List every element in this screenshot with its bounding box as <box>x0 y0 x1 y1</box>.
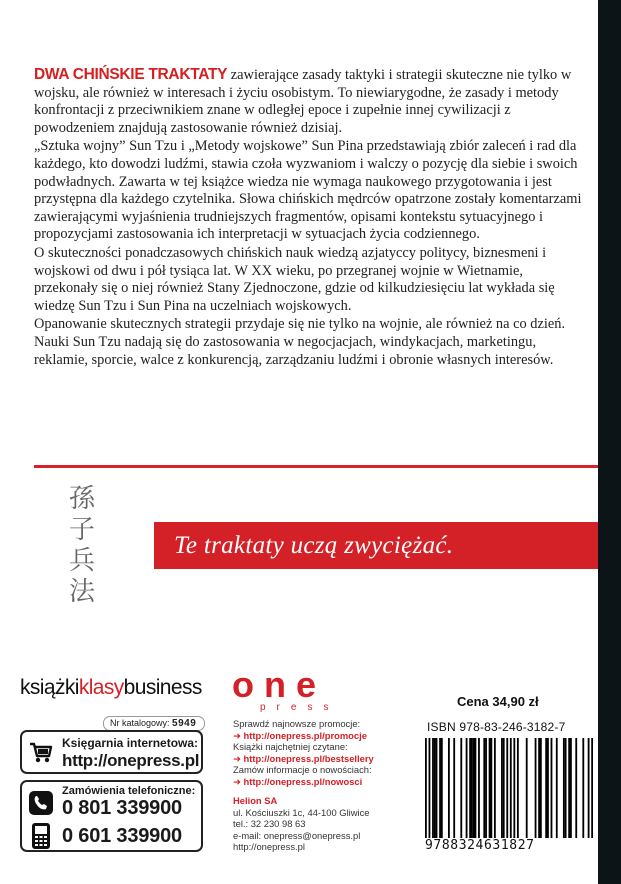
barcode-bar <box>429 738 431 838</box>
news-link[interactable]: http://onepress.pl/nowosci <box>243 775 363 787</box>
barcode-bar <box>513 738 515 838</box>
bookstore-url[interactable]: http://onepress.pl <box>62 751 200 770</box>
barcode-bar <box>501 738 503 838</box>
book-spine-edge <box>598 0 621 884</box>
onepress-logo <box>232 664 372 714</box>
brand-part-3: business <box>123 676 202 699</box>
barcode-bar <box>526 738 528 838</box>
publisher-email[interactable]: e-mail: onepress@onepress.pl <box>233 829 361 841</box>
blurb-paragraph-3: O skuteczności ponadczasowych chińskich nauk wiedzą azjatyccy politycy, biznesmeni i wojskowi od dwu i pół tysiąca lat. W XX wieku, po przegranej wojnie w Wietnamie, przekonały się o niej również Stany Zjednoczone, gdzie od kilkudziesięciu lat wykłada się wiedzę Sun Tzu i Sun Pina na uczelniach wojskowych. <box>34 244 555 314</box>
isbn-label: ISBN 978-83-246-3182-7 <box>427 720 566 734</box>
publisher-street: ul. Kościuszki 1c, 44-100 Gliwice <box>233 806 370 818</box>
blurb-lead-heading: DWA CHIŃSKIE TRAKTATY <box>34 66 228 83</box>
mobile-phone-icon <box>31 822 51 850</box>
barcode-bar <box>510 738 512 838</box>
barcode-bar <box>436 738 438 838</box>
barcode-bar <box>434 738 436 838</box>
barcode-bar <box>483 738 485 838</box>
barcode-bar <box>551 738 553 838</box>
barcode-bar <box>588 738 590 838</box>
barcode-bar <box>506 738 508 838</box>
barcode-bar <box>538 738 540 838</box>
brand-part-2: klasy <box>78 676 124 699</box>
chinese-character: 兵 <box>68 546 95 576</box>
chinese-characters-column <box>62 484 102 608</box>
barcode-bar <box>591 738 593 838</box>
online-bookstore-box <box>20 730 203 774</box>
barcode-bar <box>432 738 434 838</box>
barcode-bar <box>471 738 473 838</box>
barcode-bar <box>441 738 443 838</box>
barcode-bar <box>547 738 549 838</box>
phone-orders-label: Zamówienia telefoniczne: <box>62 785 196 797</box>
phone-icon <box>28 790 54 816</box>
blurb-paragraph-4: Opanowanie skutecznych strategii przydaje się nie tylko na wojnie, ale również na co dzień. Nauki Sun Tzu nadają się do zastosowania w negocjacjach, windykacjach, marketingu, reklamie, sporcie, walce z konkurencją, zarządzaniu ludźmi i obronie własnych interesów. <box>34 316 566 368</box>
landline-number[interactable]: 0 801 339900 <box>62 797 182 819</box>
promo-line-text: Sprawdź najnowsze promocje: <box>233 718 361 729</box>
chinese-character: 孫 <box>68 484 95 514</box>
back-cover-blurb <box>34 66 582 370</box>
barcode-bar <box>448 738 450 838</box>
barcode-bar <box>439 738 441 838</box>
barcode-bar <box>485 738 487 838</box>
barcode-bar <box>475 738 477 838</box>
barcode-bar <box>503 738 505 838</box>
promo-link-row <box>233 776 408 788</box>
barcode-bar <box>545 738 547 838</box>
barcode-digits: 9788324631827 <box>425 838 535 853</box>
barcode-bar <box>460 738 462 838</box>
promo-link[interactable]: http://onepress.pl/promocje <box>243 729 367 741</box>
blurb-paragraph-1 <box>34 66 582 137</box>
publisher-tel: tel.: 32 230 98 63 <box>233 818 306 830</box>
barcode-bar <box>517 738 519 838</box>
catalog-number-badge <box>103 716 205 731</box>
barcode-bar <box>575 738 577 838</box>
barcode-bar <box>556 738 558 838</box>
promo-link-row <box>233 753 408 765</box>
barcode-bar <box>466 738 468 838</box>
barcode-bar <box>563 738 565 838</box>
onepress-logo-word: one <box>232 664 327 705</box>
publisher-company: Helion SA <box>233 795 278 806</box>
barcode-bar <box>582 738 584 838</box>
promo-link-row <box>233 730 408 742</box>
bookstore-label: Księgarnia internetowa: <box>62 736 199 750</box>
promo-links <box>233 718 408 788</box>
chinese-character: 子 <box>68 515 95 545</box>
price-label: Cena 34,90 zł <box>457 694 539 709</box>
barcode-bar <box>540 738 542 838</box>
catalog-label: Nr katalogowy: <box>110 718 170 728</box>
phone-orders-box <box>20 780 203 852</box>
arrow-icon: ➜ <box>233 752 244 764</box>
onepress-logo-sub: press <box>260 702 340 713</box>
publisher-web[interactable]: http://onepress.pl <box>233 841 305 853</box>
blurb-paragraph-1-text: zawierające zasady taktyki i strategii skuteczne nie tylko w wojsku, ale również w interesach i życiu osobistym. To niewiarygodne, że zasady i metody konfrontacji z przeciwnikiem znane w odległej epoce i zupełnie innej cywilizacji z powodzeniem znajdują zastosowanie również dzisiaj. <box>34 67 572 136</box>
arrow-icon: ➜ <box>233 775 244 787</box>
barcode-bar <box>425 738 427 838</box>
chinese-character: 法 <box>68 577 95 607</box>
arrow-icon: ➜ <box>233 729 244 741</box>
blurb-paragraph-2: „Sztuka wojny” Sun Tzu i „Metody wojskowe” Sun Pina przedstawiają zbiór zaleceń i rad dla każdego, kto dowodzi ludźmi, stawia czoła wyzwaniom i walczy o pozycję dla siebie i swoich podwładnych. Zawarta w tej książce wiedza nie wymaga naukowego przygotowania i jest przystępna dla każdego czytelnika. Słowa chińskich mędrców opatrzone zostały komentarzami zawierającymi wyjaśnienia trudniejszych fragmentów, opisami kontekstu sytuacyjnego i propozycjami zastosowania ich interpretacji w sytuacjach życia codziennego. <box>34 138 582 243</box>
series-brand-logo <box>20 676 202 700</box>
barcode-bar <box>535 738 537 838</box>
barcode-bar <box>494 738 496 838</box>
barcode-bar <box>473 738 475 838</box>
red-divider-rule <box>34 465 598 468</box>
barcode-bar <box>570 738 572 838</box>
barcode-bar <box>568 738 570 838</box>
promo-line-text: Książki najchętniej czytane: <box>233 741 348 753</box>
barcode-bar <box>478 738 480 838</box>
mobile-number[interactable]: 0 601 339900 <box>62 825 182 847</box>
barcode-bar <box>490 738 492 838</box>
promo-line-text: Zamów informacje o nowościach: <box>233 764 372 776</box>
barcode-bar <box>565 738 567 838</box>
slogan-banner: Te traktaty uczą zwyciężać. <box>154 522 598 569</box>
barcode-bar <box>469 738 471 838</box>
catalog-number: 5949 <box>172 718 197 729</box>
brand-part-1: książki <box>20 676 79 699</box>
isbn-barcode <box>425 738 593 838</box>
barcode-bar <box>453 738 455 838</box>
bestsellers-link[interactable]: http://onepress.pl/bestsellery <box>243 752 374 764</box>
publisher-address <box>233 795 408 853</box>
shopping-cart-icon <box>28 739 54 765</box>
barcode-bar <box>489 738 491 838</box>
